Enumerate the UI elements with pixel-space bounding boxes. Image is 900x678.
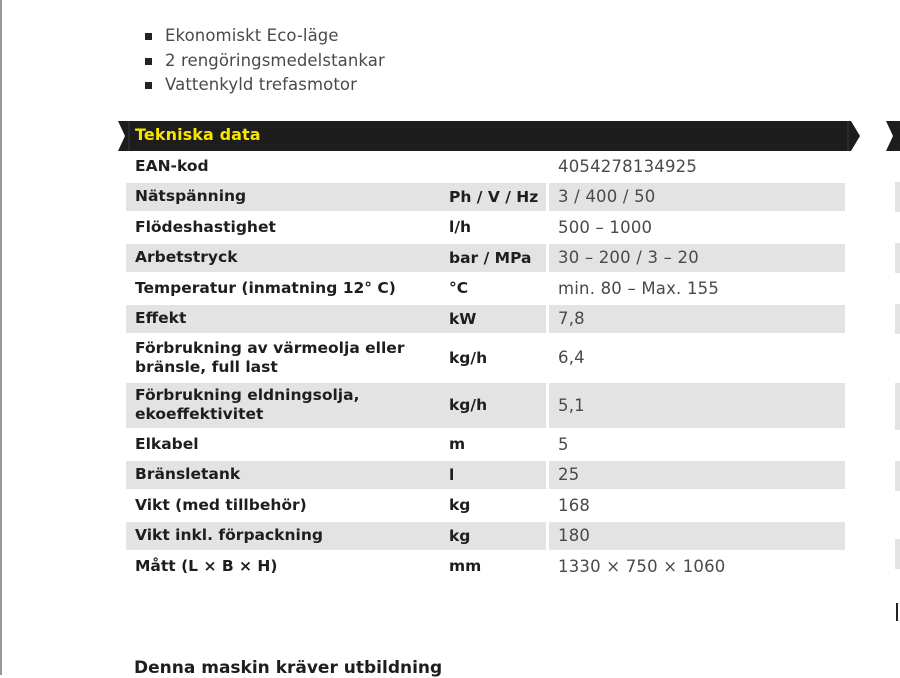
training-note: Denna maskin kräver utbildning — [134, 658, 443, 678]
spec-label: Förbrukning eldningsolja, ekoeffektivitet — [126, 383, 442, 429]
spec-unit: l/h — [449, 218, 472, 237]
next-column-row-fragment — [895, 243, 900, 273]
spec-table — [126, 151, 851, 582]
spec-label: EAN-kod — [135, 156, 209, 175]
next-column-row-fragment — [895, 461, 900, 491]
spec-row-pressure — [126, 243, 851, 274]
spec-label: Flödeshastighet — [135, 217, 276, 236]
spec-row-weight-packed — [126, 521, 851, 552]
spec-value: 168 — [558, 495, 591, 515]
spec-row-voltage — [126, 182, 851, 213]
square-bullet-icon — [145, 33, 152, 40]
spec-label: Bränsletank — [126, 461, 442, 490]
spec-value: 500 – 1000 — [558, 217, 653, 237]
spec-value: 4054278134925 — [558, 156, 698, 176]
feature-list — [145, 24, 385, 98]
spec-label: Mått (L × B × H) — [135, 556, 278, 575]
spec-unit: Ph / V / Hz — [442, 183, 546, 212]
spec-unit: bar / MPa — [442, 244, 546, 273]
feature-item — [145, 24, 385, 49]
spec-value: 30 – 200 / 3 – 20 — [549, 244, 845, 273]
spec-value: min. 80 – Max. 155 — [558, 278, 720, 298]
next-column-row-fragment — [895, 304, 900, 334]
feature-item — [145, 73, 385, 98]
spec-unit: °C — [449, 279, 469, 298]
spec-row-weight — [126, 490, 851, 521]
spec-value: 3 / 400 / 50 — [549, 183, 845, 212]
spec-label: Elkabel — [135, 434, 199, 453]
spec-unit: kg — [442, 522, 546, 551]
spec-row-fuel-eco — [126, 382, 851, 430]
tech-data-title: Tekniska data — [135, 125, 261, 144]
spec-label: Arbetstryck — [126, 244, 442, 273]
feature-text: 2 rengöringsmedelstankar — [165, 50, 385, 70]
spec-unit: m — [449, 435, 466, 454]
spec-row-fuel-full-load — [126, 334, 851, 382]
spec-label: Vikt inkl. förpackning — [126, 522, 442, 551]
spec-unit: mm — [449, 557, 482, 576]
spec-value: 7,8 — [549, 305, 845, 334]
spec-value: 6,4 — [558, 348, 585, 368]
next-column-row-fragment — [895, 539, 900, 569]
feature-text: Vattenkyld trefasmotor — [165, 75, 357, 94]
spec-unit: l — [442, 461, 546, 490]
next-column-row-fragment — [895, 182, 900, 212]
spec-unit: kg — [449, 496, 471, 515]
spec-label: Temperatur (inmatning 12° C) — [135, 278, 396, 297]
next-column-row-fragment — [895, 383, 900, 430]
tech-data-header — [118, 121, 860, 151]
spec-row-cable — [126, 429, 851, 460]
spec-unit — [442, 152, 546, 181]
spec-row-temperature — [126, 273, 851, 304]
spec-label: Vikt (med tillbehör) — [135, 495, 307, 514]
spec-label: Förbrukning av värmeolja eller bränsle, full last — [135, 338, 405, 376]
page-edge-divider — [0, 0, 2, 675]
next-column-text-fragment — [896, 603, 898, 621]
spec-row-ean — [126, 151, 851, 182]
feature-text: Ekonomiskt Eco-läge — [165, 26, 339, 45]
spec-row-flow — [126, 212, 851, 243]
spec-unit: kg/h — [449, 348, 488, 367]
spec-unit: kg/h — [442, 383, 546, 429]
spec-label: Effekt — [126, 305, 442, 334]
spec-row-fuel-tank — [126, 460, 851, 491]
spec-value: 1330 × 750 × 1060 — [558, 556, 726, 576]
spec-unit: kW — [442, 305, 546, 334]
square-bullet-icon — [145, 58, 152, 65]
next-column-header-fragment — [886, 121, 900, 151]
spec-value: 180 — [549, 522, 845, 551]
spec-label: Nätspänning — [126, 183, 442, 212]
spec-row-power — [126, 304, 851, 335]
feature-item — [145, 49, 385, 74]
square-bullet-icon — [145, 82, 152, 89]
spec-value: 5 — [558, 434, 569, 454]
spec-row-dimensions — [126, 551, 851, 582]
spec-value: 5,1 — [549, 383, 845, 429]
spec-value: 25 — [549, 461, 845, 490]
